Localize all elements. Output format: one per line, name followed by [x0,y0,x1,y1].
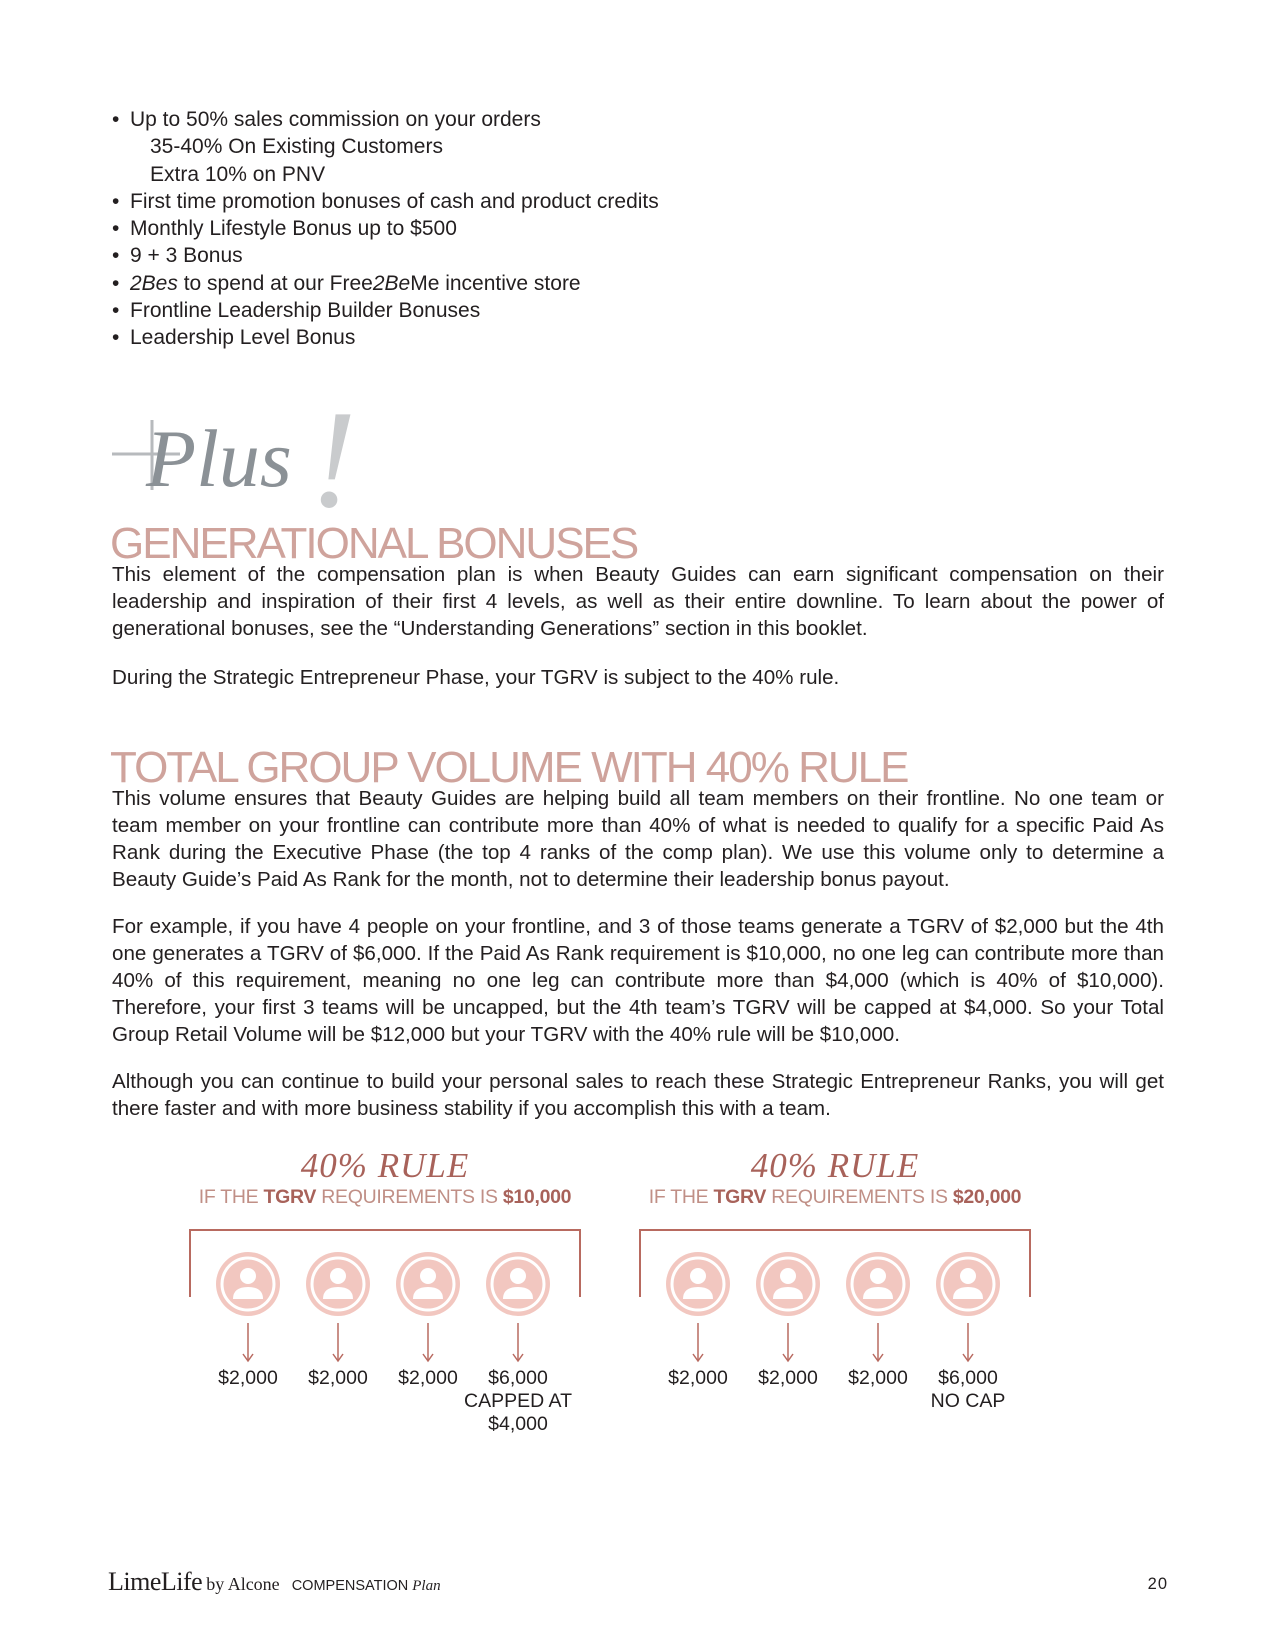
rule-subtitle [150,1186,620,1209]
cap-note-amount: $4,000 [488,1413,548,1435]
generational-heading: GENERATIONAL BONUSES [110,519,638,568]
plus-logo [112,398,402,538]
tgv-heading: TOTAL GROUP VOLUME WITH 40% RULE [110,743,908,792]
team-amount: $6,000 [938,1367,998,1389]
team-amount: $6,000 [488,1367,548,1389]
rule-title: 40% RULE [300,1146,470,1185]
arrow-down-icon [421,1323,435,1363]
rule-subtitle-text: IF THE [648,1186,714,1208]
list-item-text: to spend at our Free [177,271,373,295]
brand-plan: Plan [412,1578,441,1594]
plus-logo-exclaim: ! [310,398,357,537]
person-icon [845,1251,911,1317]
list-item: 35-40% On Existing Customers [150,135,443,159]
rule-subtitle-tgrv: TGRV [713,1186,767,1208]
page-number: 20 [1147,1575,1168,1593]
person-icon [305,1251,371,1317]
tgv-example-paragraph: For example, if you have 4 people on your frontline, and 3 of those teams generate a TGRV of $2,000 but the 4th one generates a TGRV of $6,000. If the Paid As Rank requirement is $10,000, no one leg can contribute more than 40% of this requirement, meaning no one leg can contribute more than $4,000 (which is 40% of $10,000). Therefore, your first 3 teams will be uncapped, but the 4th team’s TGRV will be capped at $4,000. So your Total Group Retail Volume will be $12,000 but your TGRV with the 40% rule will be $10,000. [112,915,1164,1046]
arrow-down-icon [961,1323,975,1363]
list-item: • First time promotion bonuses of cash and product credits [112,188,659,215]
person-icon [755,1251,821,1317]
rule-subtitle-text: REQUIREMENTS IS [316,1186,503,1208]
list-item-italic: 2Bes [130,271,178,295]
rule-subtitle-amount: $20,000 [952,1186,1022,1208]
team-amount: $2,000 [218,1367,278,1389]
list-item: • Leadership Level Bonus [112,324,659,351]
tgv-team-paragraph: Although you can continue to build your personal sales to reach these Strategic Entrepreneur Ranks, you will get there faster and with more business stability if you accomplish this with a team. [112,1070,1164,1120]
team-amount: $2,000 [398,1367,458,1389]
list-item [112,270,659,297]
footer-brand [108,1567,441,1597]
rule-subtitle-amount: $10,000 [502,1186,572,1208]
brand-name: LimeLife [108,1567,203,1596]
list-item: • Monthly Lifestyle Bonus up to $500 [112,215,659,242]
arrow-down-icon [781,1323,795,1363]
team-amount: $2,000 [758,1367,818,1389]
person-icon [665,1251,731,1317]
rule-subtitle [600,1186,1070,1209]
team-amount: $2,000 [668,1367,728,1389]
list-item: • Up to 50% sales commission on your orders [112,106,659,133]
list-item-text: Me incentive store [410,271,581,295]
arrow-down-icon [691,1323,705,1363]
cap-note: CAPPED AT [463,1390,572,1412]
person-icon [395,1251,461,1317]
list-item: • 9 + 3 Bonus [112,242,659,269]
person-icon [215,1251,281,1317]
benefits-list [112,106,659,352]
arrow-down-icon [511,1323,525,1363]
arrow-down-icon [241,1323,255,1363]
person-icon [485,1251,551,1317]
tgv-paragraph: This volume ensures that Beauty Guides are helping build all team members on their frontline. No one team or team member on your frontline can contribute more than 40% of what is needed to qualify for a specific Paid As Rank during the Executive Phase (the top 4 ranks of the comp plan). We use this volume only to determine a Beauty Guide’s Paid As Rank for the month, not to determine their leadership bonus payout. [112,787,1164,891]
brand-by: by Alcone [206,1574,280,1594]
list-item-italic: 2Be [372,271,411,295]
team-amount: $2,000 [308,1367,368,1389]
brand-comp: COMPENSATION [291,1578,409,1594]
rule-title: 40% RULE [750,1146,920,1185]
list-item: • Frontline Leadership Builder Bonuses [112,297,659,324]
arrow-down-icon [331,1323,345,1363]
team-amount: $2,000 [848,1367,908,1389]
generational-paragraph: This element of the compensation plan is when Beauty Guides can earn significant compensation on their leadership and inspiration of their first 4 levels, as well as their entire downline. To learn about the power of generational bonuses, see the “Understanding Generations” section in this booklet. [112,563,1164,640]
arrow-down-icon [871,1323,885,1363]
person-icon [935,1251,1001,1317]
rule-subtitle-text: REQUIREMENTS IS [766,1186,953,1208]
generational-rule-note: During the Strategic Entrepreneur Phase, your TGRV is subject to the 40% rule. [112,666,840,689]
plus-logo-word: Plus [146,413,292,504]
list-item: Extra 10% on PNV [150,162,326,186]
cap-note: NO CAP [930,1390,1006,1412]
rule-subtitle-tgrv: TGRV [263,1186,317,1208]
rule-subtitle-text: IF THE [198,1186,264,1208]
